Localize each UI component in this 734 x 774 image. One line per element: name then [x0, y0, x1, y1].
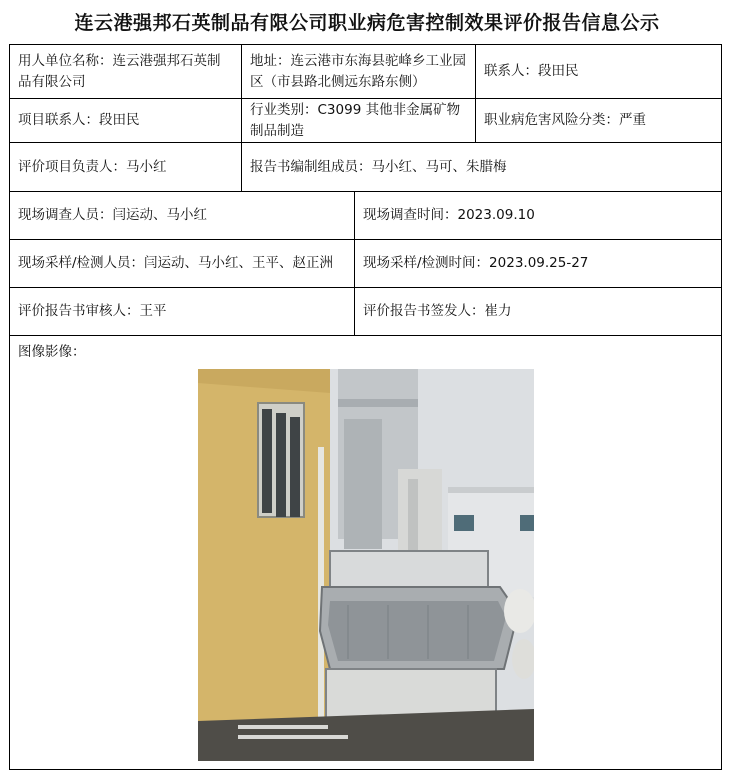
samplers-cell: 现场采样/检测人员：闫运动、马小红、王平、赵正洲	[10, 240, 355, 288]
report-team-cell: 报告书编制组成员：马小红、马可、朱腊梅	[242, 143, 721, 192]
site-photo	[198, 369, 534, 761]
risk-classification-cell: 职业病危害风险分类：严重	[476, 99, 721, 143]
address-cell: 地址：连云港市东海县驼峰乡工业园区（市县路北侧远东路东侧）	[242, 45, 476, 99]
issuer-cell: 评价报告书签发人：崔力	[355, 288, 721, 336]
contact-cell: 联系人：段田民	[476, 45, 721, 99]
surveyors-cell: 现场调查人员：闫运动、马小红	[10, 192, 355, 240]
industry-category-cell: 行业类别：C3099 其他非金属矿物制品制造	[242, 99, 476, 143]
image-cell	[10, 336, 721, 769]
info-table	[9, 44, 722, 770]
page-title: 连云港强邦石英制品有限公司职业病危害控制效果评价报告信息公示	[74, 12, 660, 34]
reviewer-cell: 评价报告书审核人：王平	[10, 288, 355, 336]
project-contact-cell: 项目联系人：段田民	[10, 99, 242, 143]
sampling-time-cell: 现场采样/检测时间：2023.09.25-27	[355, 240, 721, 288]
image-label: 图像影像：	[18, 344, 86, 360]
survey-time-cell: 现场调查时间：2023.09.10	[355, 192, 721, 240]
project-leader-cell: 评价项目负责人：马小红	[10, 143, 242, 192]
employer-name-cell: 用人单位名称：连云港强邦石英制品有限公司	[10, 45, 242, 99]
